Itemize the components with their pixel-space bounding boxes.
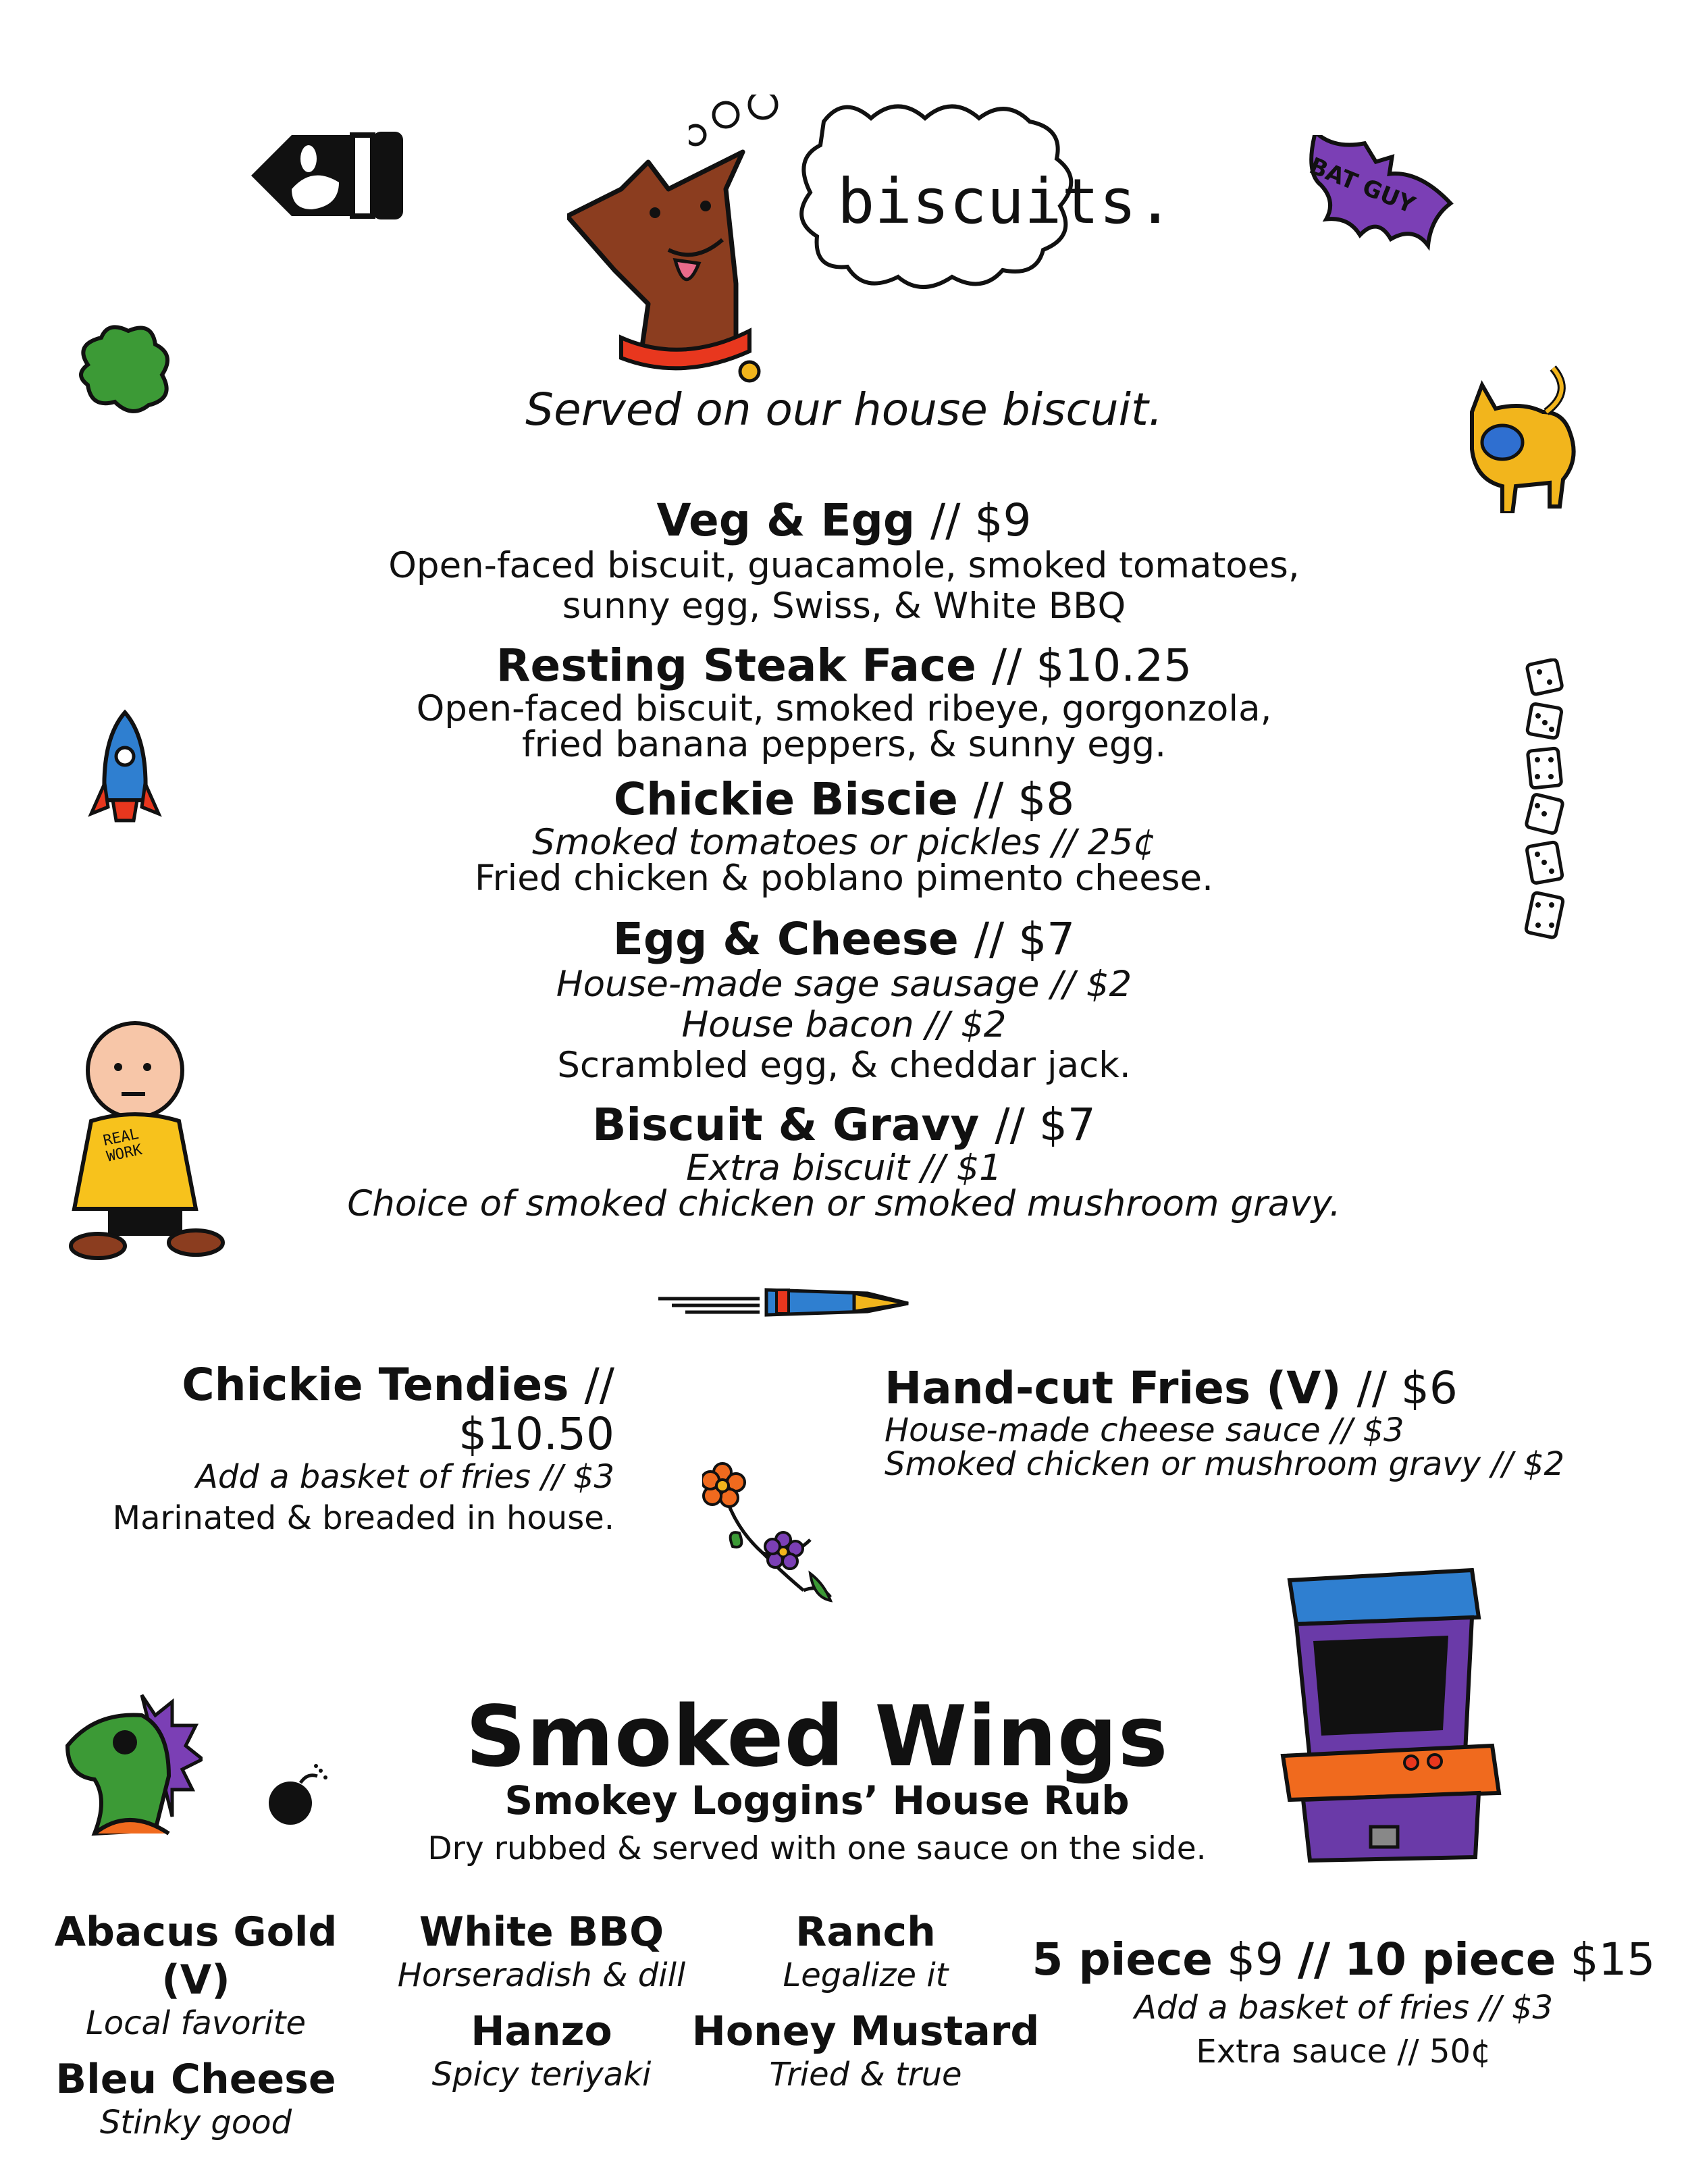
item-desc: Open-faced biscuit, smoked ribeye, gorgonzola, — [416, 687, 1272, 729]
menu-item-chickie-tendies — [41, 1361, 614, 1537]
menu-item-chickie-biscie — [243, 773, 1445, 899]
extra-sauce: Extra sauce // 50¢ — [1196, 2032, 1492, 2071]
sauce-desc: Local favorite — [85, 2004, 306, 2042]
item-desc: Choice of smoked chicken or smoked mushroom gravy. — [347, 1182, 1341, 1224]
bat-guy-text: BAT GUY — [1305, 152, 1419, 219]
item-price: // $8 — [973, 773, 1075, 825]
item-addon: House-made sage sausage // $2 — [556, 963, 1132, 1005]
item-name: Resting Steak Face — [496, 640, 976, 692]
sauce-desc: Horseradish & dill — [397, 1956, 686, 1994]
sauce-column — [359, 1908, 724, 2108]
thought-bubble — [689, 95, 1174, 304]
item-name: Veg & Egg — [656, 494, 916, 546]
price-separator: // — [1297, 1933, 1331, 1985]
sauce-desc: Legalize it — [783, 1956, 949, 1994]
item-name: Egg & Cheese — [612, 913, 959, 965]
rocket-icon — [84, 709, 165, 844]
ten-piece-price: $15 — [1570, 1933, 1656, 1985]
sauce-column — [683, 1908, 1048, 2108]
item-desc: sunny egg, Swiss, & White BBQ — [562, 586, 1126, 627]
flowers-icon — [702, 1459, 844, 1607]
wings-description: Dry rubbed & served with one sauce on the side. — [427, 1830, 1207, 1867]
wing-pricing — [1006, 1933, 1681, 2074]
item-addon: Extra biscuit // $1 — [686, 1147, 1002, 1189]
wings-subtitle: Smokey Loggins’ House Rub — [504, 1777, 1130, 1823]
jet-icon — [658, 1280, 915, 1320]
menu-item-egg-cheese — [243, 915, 1445, 1087]
bullet-bill-icon — [244, 128, 413, 223]
ten-piece-label: 10 piece — [1344, 1933, 1556, 1985]
dinosaur-icon — [61, 1688, 203, 1844]
sauce-name: Bleu Cheese — [55, 2056, 336, 2104]
shirt-text: REAL WORK — [101, 1125, 144, 1166]
item-name: Chickie Tendies — [182, 1359, 569, 1411]
menu-item-hand-cut-fries — [885, 1364, 1681, 1481]
sauce-desc: Tried & true — [769, 2056, 962, 2094]
five-piece-price: $9 — [1226, 1933, 1284, 1985]
item-desc: Scrambled egg, & cheddar jack. — [557, 1045, 1131, 1087]
item-price: // $7 — [974, 913, 1076, 965]
sauce-name: Hanzo — [471, 2008, 612, 2056]
sauce-desc: Spicy teriyaki — [431, 2056, 652, 2094]
section-title-wings: Smoked Wings — [465, 1688, 1169, 1786]
item-addon: Smoked tomatoes or pickles // 25¢ — [532, 821, 1156, 863]
thought-bubble-text: biscuits. — [837, 165, 1174, 238]
sauce-name: White BBQ — [419, 1908, 664, 1956]
item-price: // $10.25 — [991, 640, 1192, 692]
tagline: Served on our house biscuit. — [525, 384, 1163, 436]
sauce-name: Honey Mustard — [691, 2008, 1040, 2056]
item-name: Biscuit & Gravy — [592, 1099, 980, 1151]
sauce-column — [14, 1908, 378, 2156]
five-piece-label: 5 piece — [1032, 1933, 1213, 1985]
menu-item-resting-steak-face — [243, 640, 1445, 765]
item-price: // $10.50 — [458, 1359, 614, 1460]
item-desc: Fried chicken & poblano pimento cheese. — [475, 857, 1213, 899]
bomb-icon — [263, 1763, 331, 1830]
item-desc: Open-faced biscuit, guacamole, smoked tomatoes, — [388, 544, 1300, 586]
bat-guy-sticker — [1283, 135, 1458, 257]
item-price: // $9 — [930, 494, 1032, 546]
menu-item-biscuit-gravy — [243, 1101, 1445, 1222]
item-addon: Add a basket of fries // $3 — [196, 1458, 614, 1497]
item-desc: Marinated & breaded in house. — [112, 1499, 614, 1537]
item-name: Hand-cut Fries (V) — [885, 1362, 1342, 1414]
sauce-desc: Stinky good — [99, 2104, 292, 2142]
wings-addon: Add a basket of fries // $3 — [1134, 1989, 1553, 2027]
item-name: Chickie Biscie — [613, 773, 958, 825]
arcade-cabinet-icon — [1276, 1567, 1506, 1864]
dice-stack-icon — [1519, 658, 1573, 956]
item-addon: House bacon // $2 — [681, 1004, 1007, 1045]
item-desc: fried banana peppers, & sunny egg. — [521, 723, 1167, 765]
sauce-name: Abacus Gold (V) — [54, 1908, 338, 2004]
item-price: // $6 — [1356, 1362, 1458, 1414]
sauce-name: Ranch — [795, 1908, 936, 1956]
menu-item-veg-egg — [243, 496, 1445, 627]
bald-kid-sticker — [68, 1020, 236, 1263]
item-addon: Smoked chicken or mushroom gravy // $2 — [885, 1445, 1565, 1483]
item-addon: House-made cheese sauce // $3 — [885, 1411, 1404, 1449]
item-price: // $7 — [995, 1099, 1096, 1151]
